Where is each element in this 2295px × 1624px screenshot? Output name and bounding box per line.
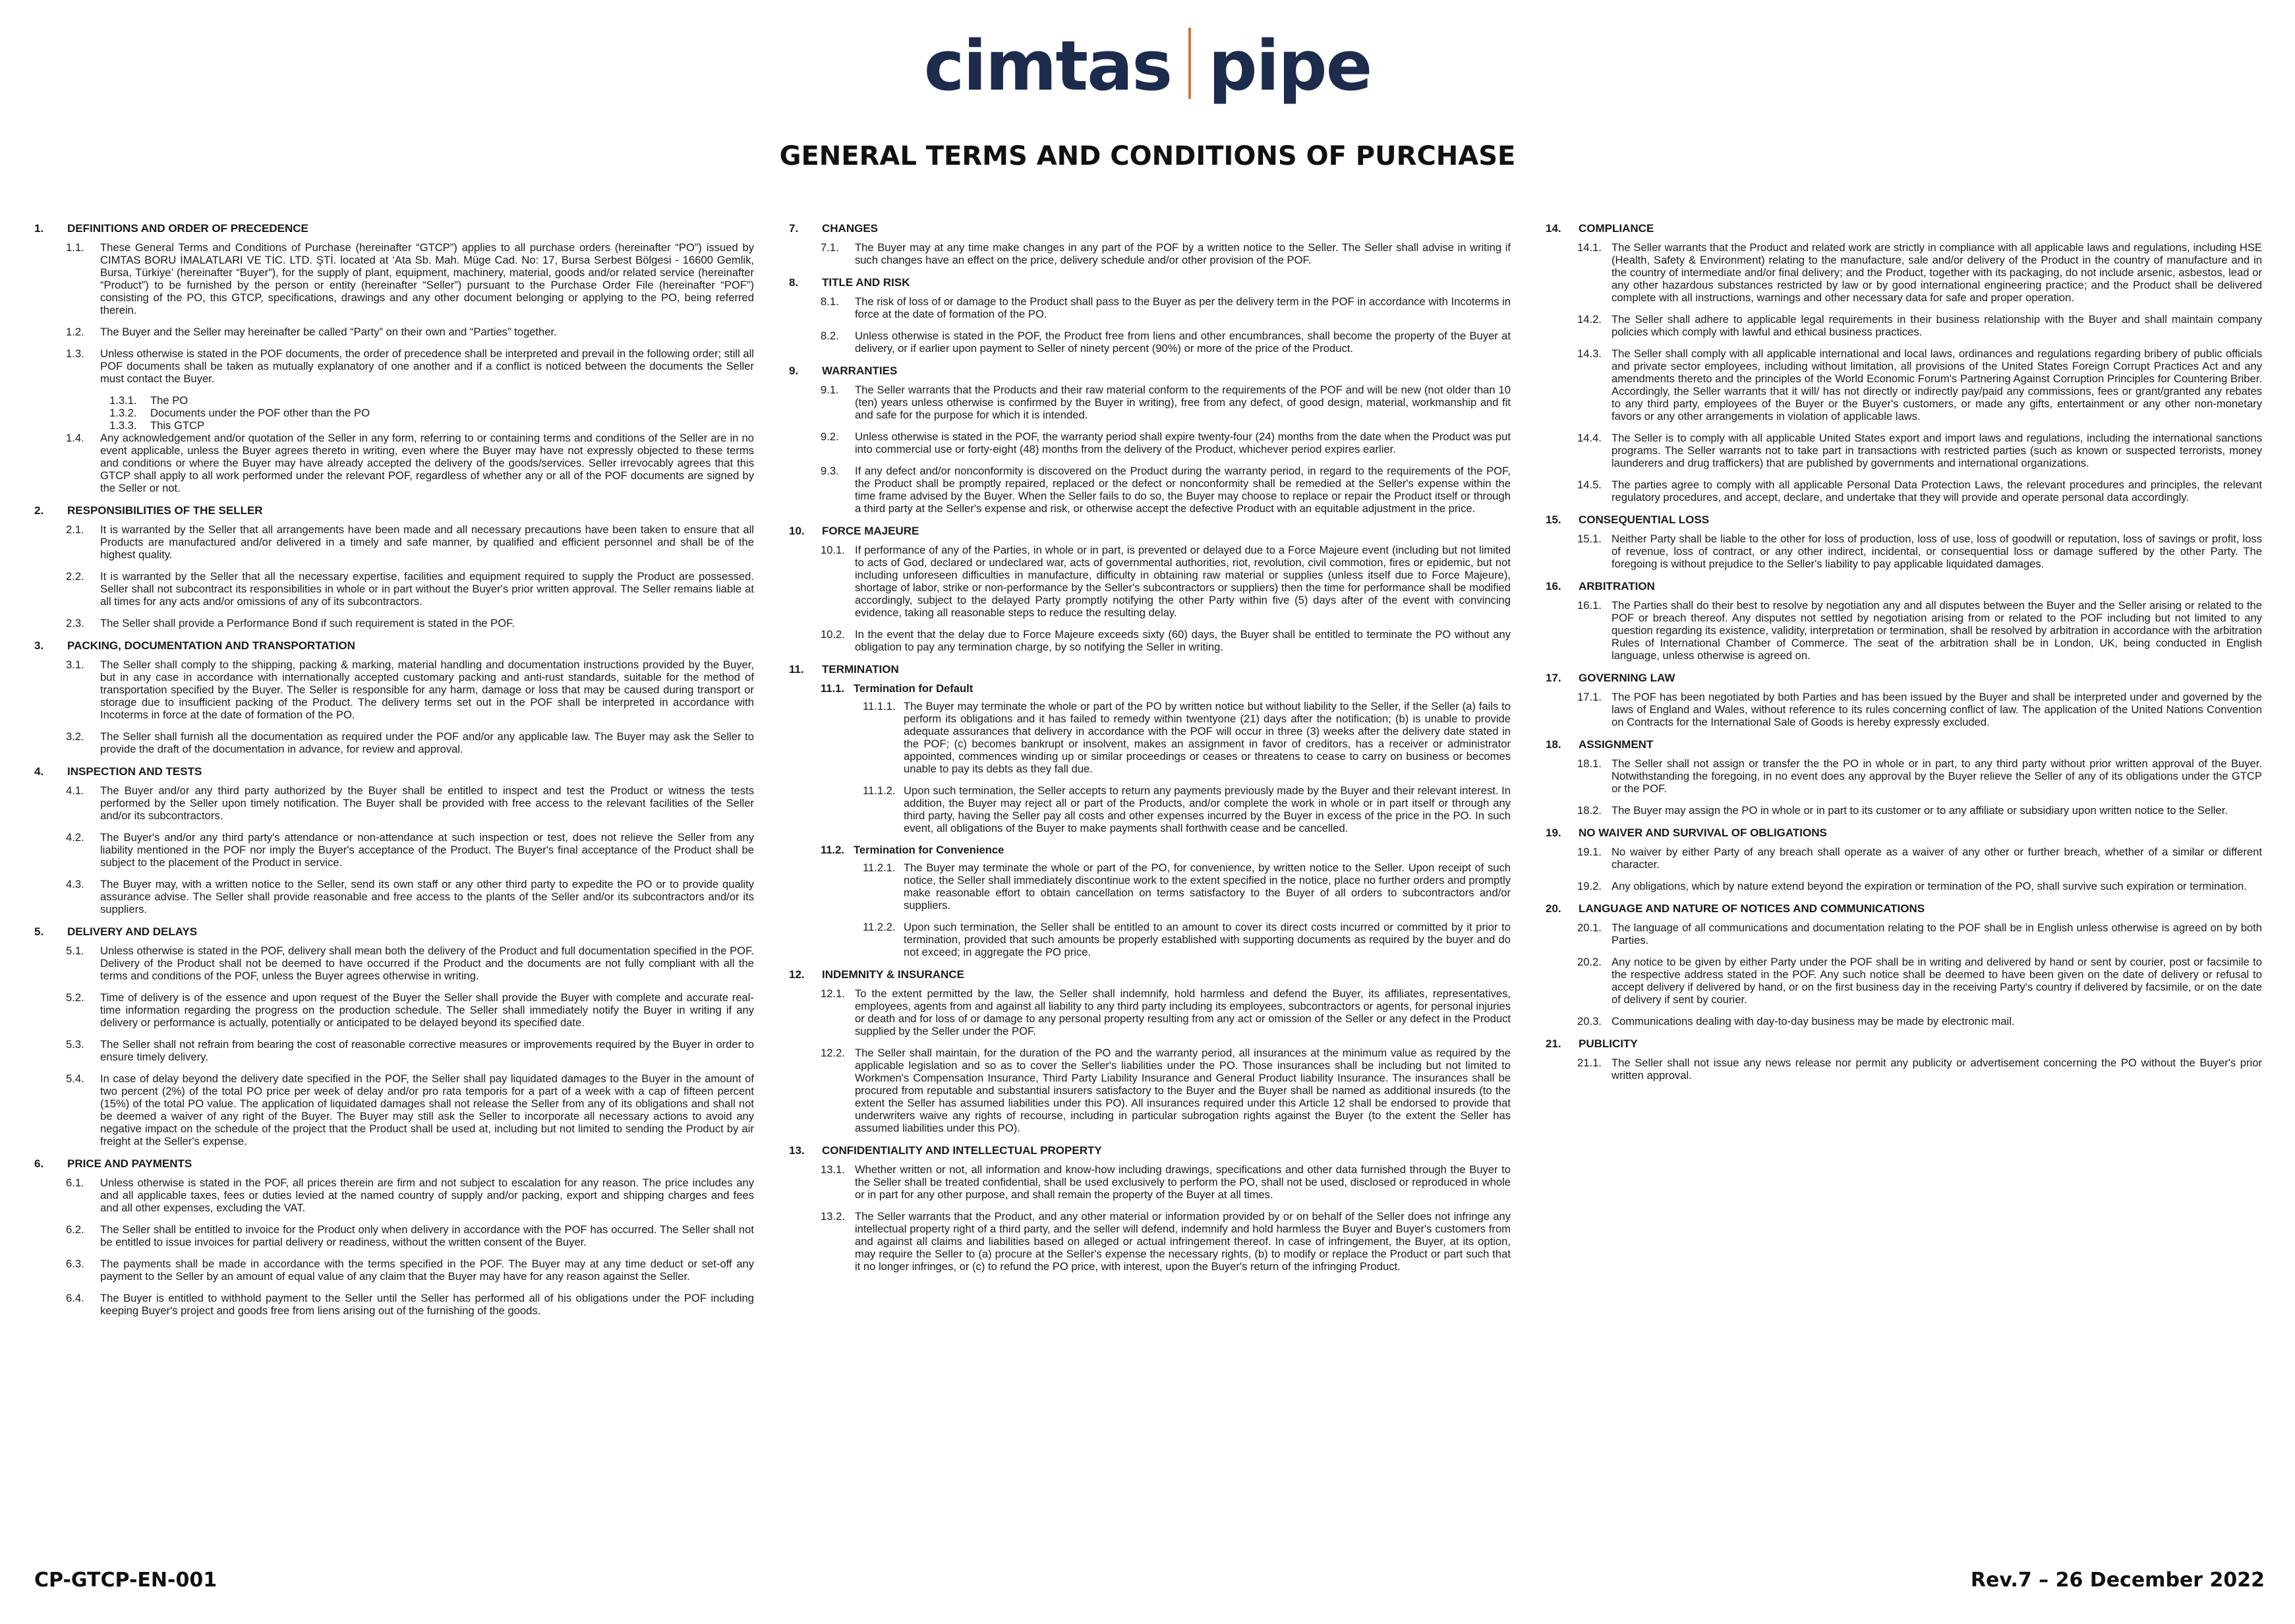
section-heading — [34, 221, 754, 236]
clause-text: The Seller shall maintain, for the duration of the PO and the warranty period, all insurances at the minimum value as required by the applicable legislation and so as to cover the Seller's liabilities under the PO. Those insurances shall be including but not limited to Workmen's Compensation Insurance, Third Party Liability Insurance and General Product liability Insurance. The insurances shall be procured from reputable and substantial insurers satisfactory to the Buyer and the Buyer shall be named as additional insureds (to the extent the Seller has assumed liabilities under this PO). All insurances required under this Article 12 shall be endorsed to provide that underwriters waive any rights of recourse, including in particular subrogation rights against the Buyer (to the extent the Seller has assumed liabilities under this PO). — [855, 1047, 1511, 1134]
clause-text: The Buyer may assign the PO in whole or in part to its customer or to any affiliate or subsidiary upon written notice to the Seller. — [1612, 804, 2228, 817]
clause-number: 6. — [34, 1157, 44, 1170]
clause-item — [789, 430, 1511, 455]
clause-number: 11.1.2. — [863, 784, 896, 797]
clause-item — [34, 326, 754, 338]
clause-number: 10.1. — [821, 544, 845, 556]
section-heading — [789, 364, 1511, 378]
clause-number: 12.2. — [821, 1047, 845, 1059]
logo-right: pipe — [1208, 26, 1372, 106]
clause-number: 20.1. — [1577, 921, 1602, 934]
clause-text: No waiver by either Party of any breach shall operate as a waiver of any other or further breach, whether of a similar or different character. — [1612, 846, 2262, 871]
clause-number: 6.2. — [66, 1223, 84, 1236]
logo-divider — [1188, 28, 1191, 99]
clause-item — [1546, 432, 2262, 469]
clause-text: The risk of loss of or damage to the Product shall pass to the Buyer as per the delivery term in the POF in accordance with Incoterms in force at the date of formation of the PO. — [855, 295, 1511, 320]
clause-subitem — [789, 700, 1511, 775]
clause-text: ASSIGNMENT — [1579, 738, 1654, 751]
section-heading — [1546, 738, 2262, 752]
clause-text: In case of delay beyond the delivery date specified in the POF, the Seller shall pay liquidated damages to the Buyer in the amount of two percent (2%) of the total PO price per week of delay and/or pro rata temporis for a part of a week with a cap of fifteen percent (15%) of the total PO value. The application of liquidated damages shall not release the Seller from any of its obligations and shall not be deemed a waiver of any right of the Buyer. The Buyer may still ask the Seller to incorporate all necessary actions to avoid any negative impact on the schedule of the project that the Product shall be used at, including but not limited to sending the Product by air freight at the Seller's expense. — [100, 1072, 754, 1147]
section-heading — [1546, 826, 2262, 840]
clause-item — [1546, 1057, 2262, 1082]
clause-number: 11.1.1. — [863, 700, 896, 712]
clause-item — [34, 1038, 754, 1063]
clause-item — [34, 991, 754, 1029]
clause-text: In the event that the delay due to Force Majeure exceeds sixty (60) days, the Buyer shall be entitled to terminate the PO without any obligation to pay any termination charge, by so notifying the Seller in writing. — [855, 628, 1511, 653]
clause-number: 10. — [789, 525, 805, 537]
clause-text: The Buyer may at any time make changes in any part of the POF by a written notice to the Seller. The Seller shall advise in writing if such changes have an effect on the price, delivery schedule and/or other provision of the POF. — [855, 241, 1511, 266]
clause-text: This GTCP — [150, 419, 205, 432]
clause-item — [34, 1072, 754, 1147]
clause-number: 3.1. — [66, 658, 84, 671]
clause-text: The Seller shall not refrain from bearing the cost of reasonable corrective measures or improvements required by the Buyer in order to ensure timely delivery. — [100, 1038, 754, 1063]
clause-text: If any defect and/or nonconformity is discovered on the Product during the warranty period, in regard to the requirements of the POF, the Product shall be promptly repaired, replaced or the defect or nonconformity shall be remedied at the Seller's expense within the time frame advised by the Buyer. When the Seller fails to do so, the Buyer may choose to replace or repair the Product itself or through a third party at the Seller's expense and risk, or otherwise accept the defective Product with an equitable adjustment in the price. — [855, 465, 1511, 515]
clause-text: Any acknowledgement and/or quotation of the Seller in any form, referring to or containing terms and conditions of the Seller are in no event applicable, unless the Buyer agrees thereto in writing, even where the Buyer may have not expressly objected to these terms and conditions or where the Buyer may have already accepted the delivery of the goods/services. Seller irrevocably agrees that this GTCP shall apply to all work performed under the relevant POF, regardless of whether any or all of the POF documents are signed by the Seller or not. — [100, 432, 754, 494]
section-heading — [1546, 579, 2262, 594]
document-title: GENERAL TERMS AND CONDITIONS OF PURCHASE — [779, 141, 1516, 171]
clause-item — [789, 987, 1511, 1037]
clause-text: WARRANTIES — [822, 364, 898, 377]
clause-text: Neither Party shall be liable to the other for loss of production, loss of use, loss of goodwill or reputation, loss of savings or profit, loss of revenue, loss of contract, or any other indirect, incidental, or consequential loss or damage suffered by the other Party. The foregoing is without prejudice to the Seller's liability to pay applicable liquidated damages. — [1612, 533, 2262, 570]
document-code: CP-GTCP-EN-001 — [34, 1569, 218, 1592]
clause-text: Termination for Convenience — [854, 844, 1004, 856]
clause-number: 8.1. — [821, 295, 839, 308]
clause-text: The Seller shall provide a Performance Bond if such requirement is stated in the POF. — [100, 617, 515, 629]
clause-text: The Seller shall be entitled to invoice for the Product only when delivery in accordance with the POF has occurred. The Seller shall not be entitled to issue invoices for partial delivery or readiness, without the written consent of the Buyer. — [100, 1223, 754, 1248]
column-middle — [789, 221, 1511, 1282]
section-heading — [789, 1144, 1511, 1158]
clause-text: Unless otherwise is stated in the POF, the Product free from liens and other encumbrances, shall become the property of the Buyer at delivery, or if earlier upon payment to Seller of ninety percent (90%) or more of the price of the Product. — [855, 330, 1511, 355]
clause-subitem — [789, 861, 1511, 912]
clause-number: 5. — [34, 925, 44, 938]
clause-number: 12. — [789, 968, 805, 981]
clause-item — [1546, 956, 2262, 1006]
clause-item — [789, 465, 1511, 515]
clause-number: 11.2.2. — [863, 921, 896, 933]
clause-number: 4.2. — [66, 831, 84, 844]
subsection-heading — [789, 682, 1511, 695]
section-heading — [789, 662, 1511, 677]
clause-number: 4. — [34, 765, 44, 778]
section-heading — [34, 1157, 754, 1171]
clause-item — [34, 658, 754, 721]
clause-number: 19.2. — [1577, 880, 1602, 892]
clause-text: The Seller shall not assign or transfer the the PO in whole or in part, to any third party without prior written approval of the Buyer. Notwithstanding the foregoing, in no event does any approval by the Buyer relieve the Seller of any of its obligations under the GTCP or the POF. — [1612, 757, 2262, 795]
clause-text: Upon such termination, the Seller accepts to return any payments previously made by the Buyer and their relevant interest. In addition, the Buyer may reject all or part of the Products, and/or complete the work in whole or in part itself or through any third party, having the Seller pay all costs and other expenses incurred by the Buyer in excess of the price in the PO. In such event, all obligations of the Buyer to make payments shall forthwith cease and be cancelled. — [904, 784, 1511, 834]
clause-text: To the extent permitted by the law, the Seller shall indemnify, hold harmless and defend the Buyer, its affiliates, representatives, employees, agents from and against all liability to any third party including its employees, subcontractors or agents, for personal injuries or death and for loss of or damage to any personal property resulting from any act or omission of the Seller or any defect in the Product supplied by the Seller under the POF. — [855, 987, 1511, 1037]
clause-number: 9.1. — [821, 384, 839, 396]
clause-number: 1.1. — [66, 241, 84, 254]
clause-text: LANGUAGE AND NATURE OF NOTICES AND COMMUNICATIONS — [1579, 902, 1925, 915]
clause-number: 13. — [789, 1144, 805, 1157]
clause-number: 20.3. — [1577, 1015, 1602, 1028]
clause-number: 5.4. — [66, 1072, 84, 1085]
subsection-heading — [789, 844, 1511, 856]
company-logo — [0, 26, 2295, 105]
clause-text: The language of all communications and documentation relating to the POF shall be in English unless otherwise is agreed on by both Parties. — [1612, 921, 2262, 946]
section-heading — [1546, 1037, 2262, 1051]
clause-item — [34, 347, 754, 385]
clause-number: 13.1. — [821, 1163, 845, 1176]
clause-subitem — [34, 394, 754, 407]
clause-number: 20. — [1546, 902, 1561, 915]
clause-text: INSPECTION AND TESTS — [67, 765, 202, 778]
clause-text: The Seller shall comply with all applicable international and local laws, ordinances and regulations regarding bribery of public officials and private sector employees, including without limitation, all provisions of the United States Foreign Corrupt Practices Act and any amendments thereto and the principles of the World Economic Forum's Partnering Against Corruption Principles for Countering Briber. Accordingly, the Seller warrants that it will/ has not directly or indirectly pay/paid any commissions, fees or grant/granted any rebates to any third party, employees of the Buyer or the Buyer's customers, or made any gifts, entertainment or any other non-monetary favors or any other arrangements in violation of applicable laws. — [1612, 347, 2262, 422]
clause-item — [789, 1163, 1511, 1201]
clause-number: 4.1. — [66, 784, 84, 797]
clause-text: It is warranted by the Seller that all the necessary expertise, facilities and equipment required to supply the Product are possessed. Seller shall not subcontract its responsibilities in whole or in part without the Buyer's prior written approval. The Seller remains liable at all times for any acts and/or omissions of any of its subcontractors. — [100, 570, 754, 608]
clause-number: 21. — [1546, 1037, 1561, 1050]
clause-number: 15. — [1546, 513, 1561, 526]
clause-text: DEFINITIONS AND ORDER OF PRECEDENCE — [67, 222, 308, 235]
clause-text: The Seller warrants that the Product and related work are strictly in compliance with all applicable laws and regulations, including HSE (Health, Safety & Environment) relating to the manufacture, sale and/or delivery of the Product in the country of manufacture and in the country of intermediate and/or final delivery; and the Product, together with its packaging, do not include arsenic, asbestos, lead or any other hazardous substances restricted by law or by good international engineering practice; and the Product shall be delivered complete with all instructions, warnings and other necessary data for safe and proper operation. — [1612, 241, 2262, 304]
clause-text: TITLE AND RISK — [822, 276, 910, 289]
section-heading — [1546, 513, 2262, 527]
section-heading — [1546, 671, 2262, 685]
clause-number: 1.2. — [66, 326, 84, 338]
clause-item — [1546, 599, 2262, 662]
clause-number: 12.1. — [821, 987, 845, 1000]
clause-subitem — [789, 921, 1511, 958]
section-heading — [789, 968, 1511, 982]
clause-number: 2.1. — [66, 523, 84, 536]
clause-item — [34, 1292, 754, 1317]
clause-text: The Seller is to comply with all applicable United States export and import laws and regulations, including the international sanctions programs. The Seller warrants not to take part in transactions with restricted parties (such as known or suspected terrorists, money launderers and drug traffickers) that are published by governments and international organizations. — [1612, 432, 2262, 469]
clause-text: The payments shall be made in accordance with the terms specified in the POF. The Buyer may at any time deduct or set-off any payment to the Seller by an amount of equal value of any claim that the Buyer may have for any reason against the Seller. — [100, 1258, 754, 1283]
clause-item — [1546, 921, 2262, 946]
clause-text: The POF has been negotiated by both Parties and has been issued by the Buyer and shall be interpreted under and governed by the laws of England and Wales, without reference to its rules concerning conflict of law. The application of the United Nations Convention on Contracts for the International Sale of Goods is hereby expressly excluded. — [1612, 691, 2262, 728]
clause-item — [1546, 880, 2262, 892]
clause-number: 16. — [1546, 580, 1561, 593]
clause-number: 5.1. — [66, 944, 84, 957]
clause-number: 21.1. — [1577, 1057, 1602, 1069]
clause-item — [789, 241, 1511, 266]
clause-number: 1.3.1. — [109, 394, 137, 407]
clause-item — [1546, 804, 2262, 817]
clause-text: The Seller shall adhere to applicable legal requirements in their business relationship with the Buyer and shall maintain company policies which comply with lawful and ethical business practices. — [1612, 313, 2262, 338]
clause-text: PACKING, DOCUMENTATION AND TRANSPORTATION — [67, 639, 355, 652]
clause-text: Any notice to be given by either Party under the POF shall be in writing and delivered by hand or sent by courier, post or facsimile to the respective address stated in the POF. Any such notice shall be deemed to have been given on the date of delivery or refusal to accept delivery if delivered by hand, or on the first business day in the receiving Party's country if delivered by facsimile, or on the date of delivery if sent by courier. — [1612, 956, 2262, 1006]
clause-text: INDEMNITY & INSURANCE — [822, 968, 964, 981]
clause-text: The PO — [150, 394, 189, 407]
clause-number: 11.2. — [821, 844, 844, 856]
clause-item — [1546, 1015, 2262, 1028]
clause-subitem — [34, 419, 754, 432]
clause-number: 18.2. — [1577, 804, 1602, 817]
section-heading — [34, 504, 754, 518]
section-heading — [34, 639, 754, 653]
clause-item — [789, 628, 1511, 653]
clause-text: Unless otherwise is stated in the POF documents, the order of precedence shall be interpreted and prevail in the following order; still all POF documents shall be taken as mutually explanatory of one another and if a conflict is noticed between the documents the Seller must contact the Buyer. — [100, 347, 754, 385]
clause-number: 5.3. — [66, 1038, 84, 1051]
clause-text: PUBLICITY — [1579, 1037, 1638, 1050]
clause-subitem — [34, 407, 754, 419]
clause-item — [34, 1223, 754, 1248]
clause-item — [789, 295, 1511, 320]
clause-text: The Buyer's and/or any third party's attendance or non-attendance at such inspection or test, does not relieve the Seller from any liability mentioned in the POF nor imply the Buyer's acceptance of the Product. The Buyer's final acceptance of the Product shall be subject to the placement of the Product in service. — [100, 831, 754, 869]
clause-text: These General Terms and Conditions of Purchase (hereinafter “GTCP”) applies to all purchase orders (hereinafter “PO”) issued by CIMTAS BORU İMALATLARI VE TİC. LTD. ŞTİ. located at ‘Ata Sb. Mah. Müge Cad. No: 17, Bursa Serbest Bölgesi - 16600 Gemlik, Bursa, Türkiye’ (hereinafter “Buyer”), for the supply of plant, equipment, machinery, material, goods and/or related service (hereinafter “Product”) to be furnished by the person or entity (hereinafter “Seller”) pursuant to the Purchase Order File (hereinafter “POF”) consisting of the PO, this GTCP, specifications, drawings and any other document belonging or applying to the PO, being referred therein. — [100, 241, 754, 316]
clause-subitem — [789, 784, 1511, 834]
clause-text: DELIVERY AND DELAYS — [67, 925, 198, 938]
clause-text: The Buyer may, with a written notice to the Seller, send its own staff or any other third party to expedite the PO or to provide quality assurance advise. The Seller shall provide reasonable and free access to the plants of the Seller and/or its subcontractors and/or its suppliers. — [100, 878, 754, 915]
clause-number: 5.2. — [66, 991, 84, 1004]
section-heading — [789, 221, 1511, 236]
clause-number: 3.2. — [66, 730, 84, 743]
clause-number: 6.3. — [66, 1258, 84, 1270]
revision-date: Rev.7 – 26 December 2022 — [1970, 1569, 2265, 1592]
clause-item — [34, 241, 754, 316]
clause-number: 2.3. — [66, 617, 84, 629]
clause-number: 14.5. — [1577, 478, 1602, 491]
clause-item — [1546, 313, 2262, 338]
clause-item — [34, 1258, 754, 1283]
clause-number: 1.3.3. — [109, 419, 137, 432]
logo-left: cimtas — [923, 26, 1172, 106]
clause-item — [34, 570, 754, 608]
clause-number: 11. — [789, 663, 804, 676]
section-heading — [34, 925, 754, 939]
clause-number: 14.1. — [1577, 241, 1602, 254]
clause-text: The parties agree to comply with all applicable Personal Data Protection Laws, the relevant procedures and principles, the relevant regulatory procedures, and accept, declare, and undertake that they will provide and operate personal data accordingly. — [1612, 478, 2262, 504]
clause-text: Documents under the POF other than the PO — [150, 407, 370, 419]
clause-text: GOVERNING LAW — [1579, 672, 1675, 684]
clause-text: RESPONSIBILITIES OF THE SELLER — [67, 504, 263, 517]
clause-number: 9.3. — [821, 465, 839, 477]
clause-number: 4.3. — [66, 878, 84, 890]
clause-item — [34, 432, 754, 494]
clause-text: CONFIDENTIALITY AND INTELLECTUAL PROPERTY — [822, 1144, 1102, 1157]
clause-text: CONSEQUENTIAL LOSS — [1579, 513, 1710, 526]
clause-number: 7. — [789, 222, 799, 235]
clause-number: 16.1. — [1577, 599, 1602, 612]
clause-text: FORCE MAJEURE — [822, 525, 919, 537]
clause-number: 20.2. — [1577, 956, 1602, 968]
clause-text: Termination for Default — [854, 682, 973, 695]
clause-item — [34, 831, 754, 869]
clause-text: The Buyer may terminate the whole or part of the PO by written notice but without liability to the Seller, if the Seller (a) fails to perform its obligations and it has failed to remedy within twentyone (21) days after the notification; (b) is unable to provide adequate assurances that delivery in accordance with the POF will occur in three (3) weeks after the delivery date stated in the POF; (c) becomes bankrupt or insolvent, makes an assignment in favor of creditors, has a receiver or administrator appointed, commences winding up or similar proceedings or ceases or threatens to cease to carry on business or becomes unable to pay its debts as they fall due. — [904, 700, 1511, 775]
clause-number: 14.2. — [1577, 313, 1602, 326]
clause-text: If performance of any of the Parties, in whole or in part, is prevented or delayed due to a Force Majeure event (including but not limited to acts of God, declared or undeclared war, acts of governmental authorities, riot, revolution, civil commotion, fires or epidemic, but not including unforeseen difficulties in manufacture, difficulty in obtaining raw material or supplies (unless itself due to Force Majeure), shortage of labor, strike or non-performance by the Seller's subcontractors or suppliers) then the time for performance shall be modified accordingly, subject to the delayed Party promptly notifying the other Party within five (5) days after of the event with convincing evidence, taking all reasonable steps to reduce the resulting delay. — [855, 544, 1511, 619]
clause-number: 18.1. — [1577, 757, 1602, 770]
clause-number: 10.2. — [821, 628, 845, 641]
clause-text: COMPLIANCE — [1579, 222, 1654, 235]
clause-text: Unless otherwise is stated in the POF, all prices therein are firm and not subject to escalation for any reason. The price includes any and all applicable taxes, fees or duties levied at the named country of supply and/or packing, export and shipping charges and fees and all other expenses, excluding the VAT. — [100, 1176, 754, 1214]
clause-item — [1546, 691, 2262, 728]
clause-text: It is warranted by the Seller that all arrangements have been made and all necessary precautions have been taken to ensure that all Products are manufactured and/or delivered in a timely and safe manner, by qualified and efficient personnel and shall be of the highest quality. — [100, 523, 754, 561]
clause-number: 19.1. — [1577, 846, 1602, 858]
clause-number: 7.1. — [821, 241, 839, 254]
clause-text: TERMINATION — [822, 663, 899, 676]
clause-text: Communications dealing with day-to-day business may be made by electronic mail. — [1612, 1015, 2015, 1028]
clause-item — [1546, 478, 2262, 504]
clause-number: 19. — [1546, 826, 1561, 839]
clause-text: The Buyer is entitled to withhold payment to the Seller until the Seller has performed all of his obligations under the POF including keeping Buyer's project and goods free from liens arising out of the furnishing of the goods. — [100, 1292, 754, 1317]
clause-item — [789, 330, 1511, 355]
clause-number: 17.1. — [1577, 691, 1602, 703]
clause-text: Time of delivery is of the essence and upon request of the Buyer the Seller shall provide the Buyer with complete and accurate real-time information regarding the progress on the production schedule. The Seller shall immediately notify the Buyer in writing if any delivery or performance is actually, potentially or anticipated to be delayed beyond its specified date. — [100, 991, 754, 1029]
clause-item — [34, 784, 754, 822]
clause-text: The Buyer and/or any third party authorized by the Buyer shall be entitled to inspect and test the Product or witness the tests performed by the Seller upon timely notification. The Buyer shall be provided with free access to the relevant facilities of the Seller and/or its subcontractors. — [100, 784, 754, 822]
clause-text: ARBITRATION — [1579, 580, 1655, 593]
clause-item — [1546, 347, 2262, 422]
section-heading — [1546, 221, 2262, 236]
section-heading — [1546, 902, 2262, 916]
clause-item — [789, 1047, 1511, 1134]
clause-text: Unless otherwise is stated in the POF, delivery shall mean both the delivery of the Product and full documentation specified in the POF. Delivery of the Product shall not be deemed to have occurred if the Product and the documents are not fully compliant with all the terms and conditions of the POF, unless the Buyer agrees otherwise in writing. — [100, 944, 754, 982]
clause-item — [1546, 846, 2262, 871]
clause-text: The Parties shall do their best to resolve by negotiation any and all disputes between the Buyer and the Seller arising or related to the POF or breach thereof. Any disputes not settled by negotiation arising from or related to the POF including but not limited to any question regarding its existence, validity, interpretation or termination, shall be resolved by arbitration in accordance with the arbitration Rules of International Chamber of Commerce. The seat of the arbitration shall be in London, UK, being conducted in English language, unless otherwise is agreed on. — [1612, 599, 2262, 662]
clause-text: The Seller warrants that the Product, and any other material or information provided by or on behalf of the Seller does not infringe any intellectual property right of a third party, and the seller will defend, indemnify and hold harmless the Buyer and Buyer's customers from and against all claims and liabilities based on alleged or actual infringement thereof. In case of infringement, the Buyer, at its option, may require the Seller to (a) procure at the Seller's expense the necessary rights, (b) to modify or replace the Product or part such that it no longer infringes, or (c) to refund the PO price, with interest, upon the Buyer's return of the infringing Product. — [855, 1210, 1511, 1273]
clause-text: The Seller shall comply to the shipping, packing & marking, material handling and documentation instructions provided by the Buyer, but in any case in accordance with internationally accepted customary packing and anti-rust standards, suitable for the method of transportation specified by the Buyer. The Seller is responsible for any harm, damage or loss that may be caused during transport or storage due to insufficient packing of the Product. The delivery terms set out in the POF shall be interpreted in accordance with Incoterms in force at the date of formation of the PO. — [100, 658, 754, 721]
clause-number: 9. — [789, 364, 799, 377]
clause-text: The Seller shall not issue any news release nor permit any publicity or advertisement concerning the PO without the Buyer's prior written approval. — [1612, 1057, 2262, 1082]
clause-item — [789, 384, 1511, 421]
clause-number: 1.3. — [66, 347, 84, 360]
section-heading — [789, 276, 1511, 290]
clause-number: 2.2. — [66, 570, 84, 583]
clause-text: The Buyer may terminate the whole or part of the PO, for convenience, by written notice to the Seller. Upon receipt of such notice, the Seller shall immediately discontinue work to the extent specified in the notice, place no further orders and promptly make reasonable effort to obtain cancellation on terms satisfactory to the Buyer of all orders to subcontractors and/or suppliers. — [904, 861, 1511, 912]
section-heading — [789, 524, 1511, 538]
clause-item — [34, 523, 754, 561]
clause-number: 11.1. — [821, 682, 844, 695]
clause-item — [34, 617, 754, 629]
clause-number: 1.4. — [66, 432, 84, 444]
clause-text: Whether written or not, all information and know-how including drawings, specifications and other data furnished through the Buyer to the Seller shall be treated confidential, shall be used exclusively to perform the PO, shall not be used, disclosed or reproduced in whole or in part for any other purpose, and shall remain the property of the Buyer at all times. — [855, 1163, 1511, 1201]
clause-number: 17. — [1546, 672, 1561, 684]
clause-number: 6.4. — [66, 1292, 84, 1304]
clause-text: Upon such termination, the Seller shall be entitled to an amount to cover its direct costs incurred or committed by it prior to termination, provided that such amounts be properly established with supporting documents as required by the buyer and do not exceed; in aggregate the PO price. — [904, 921, 1511, 958]
clause-number: 3. — [34, 639, 44, 652]
clause-number: 13.2. — [821, 1210, 845, 1223]
clause-number: 8.2. — [821, 330, 839, 342]
clause-number: 1.3.2. — [109, 407, 137, 419]
clause-item — [34, 1176, 754, 1214]
clause-number: 2. — [34, 504, 44, 517]
clause-text: The Seller shall furnish all the documentation as required under the POF and/or any applicable law. The Buyer may ask the Seller to provide the draft of the documentation in advance, for review and approval. — [100, 730, 754, 755]
clause-item — [789, 1210, 1511, 1273]
clause-item — [34, 730, 754, 755]
clause-number: 14.3. — [1577, 347, 1602, 360]
clause-item — [34, 878, 754, 915]
clause-number: 18. — [1546, 738, 1561, 751]
column-left — [34, 221, 754, 1326]
clause-number: 14. — [1546, 222, 1561, 235]
column-right — [1546, 221, 2262, 1091]
clause-number: 11.2.1. — [863, 861, 896, 874]
clause-item — [789, 544, 1511, 619]
clause-number: 8. — [789, 276, 799, 289]
clause-number: 9.2. — [821, 430, 839, 443]
clause-number: 14.4. — [1577, 432, 1602, 444]
clause-text: The Seller warrants that the Products and their raw material conform to the requirements of the POF and will be new (not older than 10 (ten) years unless otherwise is confirmed by the Buyer in writing), free from any defect, of good design, material, workmanship and fit and safe for the purpose for which it is intended. — [855, 384, 1511, 421]
clause-text: Any obligations, which by nature extend beyond the expiration or termination of the PO, shall survive such expiration or termination. — [1612, 880, 2247, 892]
clause-number: 15.1. — [1577, 533, 1602, 545]
clause-item — [1546, 533, 2262, 570]
clause-text: NO WAIVER AND SURVIVAL OF OBLIGATIONS — [1579, 826, 1827, 839]
clause-text: The Buyer and the Seller may hereinafter be called “Party” on their own and “Parties” together. — [100, 326, 557, 338]
clause-item — [1546, 757, 2262, 795]
clause-text: PRICE AND PAYMENTS — [67, 1157, 192, 1170]
section-heading — [34, 765, 754, 779]
clause-number: 6.1. — [66, 1176, 84, 1189]
clause-item — [1546, 241, 2262, 304]
clause-number: 1. — [34, 222, 44, 235]
clause-text: CHANGES — [822, 222, 879, 235]
clause-item — [34, 944, 754, 982]
clause-text: Unless otherwise is stated in the POF, the warranty period shall expire twenty-four (24) months from the date when the Product was put into commercial use or forty-eight (48) months from the delivery of the Product, whichever period expires earlier. — [855, 430, 1511, 455]
